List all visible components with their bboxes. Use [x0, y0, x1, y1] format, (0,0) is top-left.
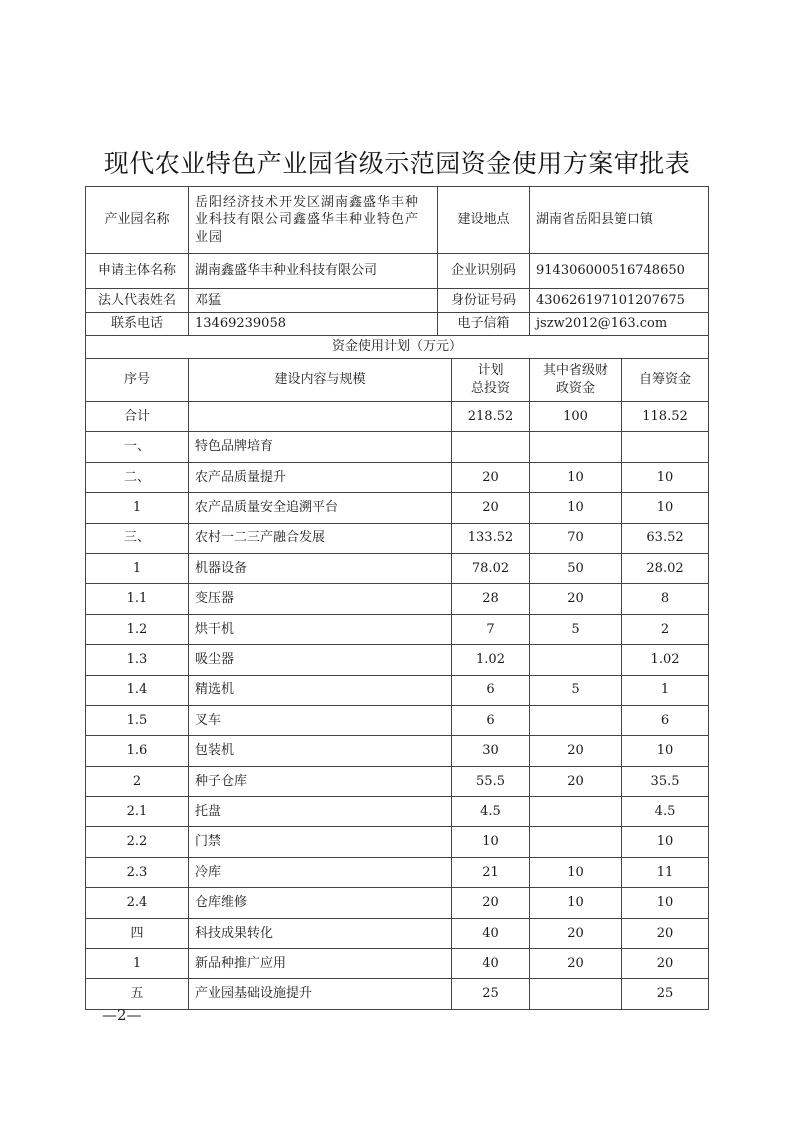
row-content: 特色品牌培育 — [189, 432, 452, 462]
row-seq: 1.1 — [86, 584, 189, 614]
header-total-line1: 计划 — [477, 363, 504, 379]
row-content: 科技成果转化 — [189, 918, 452, 948]
row-provincial: 20 — [530, 949, 622, 979]
plan-title-row — [86, 336, 709, 359]
applicant-label: 申请主体名称 — [86, 254, 189, 289]
table-row — [86, 736, 709, 766]
row-seq: 2.2 — [86, 827, 189, 857]
row-seq: 1.6 — [86, 736, 189, 766]
table-row — [86, 979, 709, 1009]
legal-rep-value: 邓猛 — [189, 289, 438, 313]
header-provincial-line1: 其中省级财 — [543, 363, 609, 379]
row-seq: 五 — [86, 979, 189, 1009]
table-row — [86, 766, 709, 796]
row-provincial — [530, 432, 622, 462]
row-content: 叉车 — [189, 705, 452, 735]
table-row — [86, 827, 709, 857]
header-self: 自筹资金 — [622, 359, 709, 402]
row-provincial: 50 — [530, 553, 622, 583]
row-self: 118.52 — [622, 402, 709, 432]
row-seq: 四 — [86, 918, 189, 948]
row-total: 55.5 — [452, 766, 530, 796]
row-content: 变压器 — [189, 584, 452, 614]
row-provincial: 10 — [530, 888, 622, 918]
row-seq: 二、 — [86, 462, 189, 492]
row-self: 10 — [622, 827, 709, 857]
row-total: 7 — [452, 614, 530, 644]
location-label: 建设地点 — [438, 187, 530, 254]
row-self: 2 — [622, 614, 709, 644]
table-row — [86, 797, 709, 827]
row-seq: 合计 — [86, 402, 189, 432]
row-self: 35.5 — [622, 766, 709, 796]
row-provincial: 20 — [530, 766, 622, 796]
applicant-value: 湖南鑫盛华丰种业科技有限公司 — [189, 254, 438, 289]
row-total: 20 — [452, 462, 530, 492]
row-provincial: 10 — [530, 493, 622, 523]
phone-label: 联系电话 — [86, 313, 189, 336]
row-content: 产业园基础设施提升 — [189, 979, 452, 1009]
row-content: 包装机 — [189, 736, 452, 766]
row-content: 农产品质量提升 — [189, 462, 452, 492]
info-row-applicant — [86, 254, 709, 289]
page-number: —2— — [102, 1006, 142, 1024]
row-content: 新品种推广应用 — [189, 949, 452, 979]
table-row — [86, 553, 709, 583]
row-self: 10 — [622, 493, 709, 523]
plan-header-row — [86, 359, 709, 402]
row-content: 仓库维修 — [189, 888, 452, 918]
row-seq: 1.3 — [86, 645, 189, 675]
header-provincial — [530, 359, 622, 402]
row-seq: 1.4 — [86, 675, 189, 705]
row-total: 218.52 — [452, 402, 530, 432]
row-content: 吸尘器 — [189, 645, 452, 675]
row-seq: 一、 — [86, 432, 189, 462]
row-content: 农村一二三产融合发展 — [189, 523, 452, 553]
header-content: 建设内容与规模 — [189, 359, 452, 402]
row-provincial: 20 — [530, 736, 622, 766]
document-title: 现代农业特色产业园省级示范园资金使用方案审批表 — [103, 149, 691, 178]
row-self: 10 — [622, 888, 709, 918]
row-content: 冷库 — [189, 857, 452, 887]
table-row — [86, 675, 709, 705]
row-content: 门禁 — [189, 827, 452, 857]
row-self: 1 — [622, 675, 709, 705]
approval-table — [85, 186, 709, 1010]
legal-rep-label: 法人代表姓名 — [86, 289, 189, 313]
phone-value: 13469239058 — [189, 313, 438, 336]
table-row — [86, 462, 709, 492]
row-seq: 1 — [86, 493, 189, 523]
row-content — [189, 402, 452, 432]
row-content: 烘干机 — [189, 614, 452, 644]
row-total: 6 — [452, 705, 530, 735]
row-content: 精选机 — [189, 675, 452, 705]
table-row — [86, 857, 709, 887]
email-value: jszw2012@163.com — [530, 313, 709, 336]
row-provincial: 5 — [530, 614, 622, 644]
row-provincial: 20 — [530, 918, 622, 948]
header-total — [452, 359, 530, 402]
info-row-legal-rep — [86, 289, 709, 313]
company-code-value: 914306000516748650 — [530, 254, 709, 289]
row-total: 28 — [452, 584, 530, 614]
row-provincial: 100 — [530, 402, 622, 432]
row-seq: 三、 — [86, 523, 189, 553]
row-total: 133.52 — [452, 523, 530, 553]
header-provincial-line2: 政资金 — [556, 381, 596, 396]
park-name-label: 产业园名称 — [86, 187, 189, 254]
row-provincial: 10 — [530, 462, 622, 492]
table-row — [86, 402, 709, 432]
row-seq: 2.4 — [86, 888, 189, 918]
info-row-park-name — [86, 187, 709, 254]
row-self: 8 — [622, 584, 709, 614]
header-seq: 序号 — [86, 359, 189, 402]
table-row — [86, 949, 709, 979]
row-self: 10 — [622, 462, 709, 492]
row-provincial: 20 — [530, 584, 622, 614]
row-self — [622, 432, 709, 462]
row-total: 20 — [452, 493, 530, 523]
row-seq: 2.3 — [86, 857, 189, 887]
row-seq: 2.1 — [86, 797, 189, 827]
row-content: 机器设备 — [189, 553, 452, 583]
table-row — [86, 523, 709, 553]
park-name-value: 岳阳经济技术开发区湖南鑫盛华丰种业科技有限公司鑫盛华丰种业特色产业园 — [189, 187, 438, 254]
row-self: 4.5 — [622, 797, 709, 827]
row-seq: 1 — [86, 949, 189, 979]
row-provincial — [530, 705, 622, 735]
row-total: 40 — [452, 949, 530, 979]
row-self: 20 — [622, 949, 709, 979]
row-provincial — [530, 645, 622, 675]
row-provincial — [530, 797, 622, 827]
row-total: 30 — [452, 736, 530, 766]
row-seq: 1 — [86, 553, 189, 583]
row-total: 10 — [452, 827, 530, 857]
row-self: 20 — [622, 918, 709, 948]
row-self: 6 — [622, 705, 709, 735]
row-total: 78.02 — [452, 553, 530, 583]
row-total: 20 — [452, 888, 530, 918]
row-total: 6 — [452, 675, 530, 705]
row-self: 11 — [622, 857, 709, 887]
table-row — [86, 584, 709, 614]
table-row — [86, 705, 709, 735]
row-self: 1.02 — [622, 645, 709, 675]
row-content: 农产品质量安全追溯平台 — [189, 493, 452, 523]
table-row — [86, 614, 709, 644]
row-total: 25 — [452, 979, 530, 1009]
row-seq: 1.5 — [86, 705, 189, 735]
row-provincial — [530, 827, 622, 857]
row-self: 28.02 — [622, 553, 709, 583]
row-seq: 1.2 — [86, 614, 189, 644]
header-total-line2: 总投资 — [471, 381, 511, 396]
plan-title: 资金使用计划（万元） — [86, 336, 709, 359]
row-provincial: 70 — [530, 523, 622, 553]
row-self: 63.52 — [622, 523, 709, 553]
location-value: 湖南省岳阳县筻口镇 — [530, 187, 709, 254]
row-seq: 2 — [86, 766, 189, 796]
company-code-label: 企业识别码 — [438, 254, 530, 289]
row-total — [452, 432, 530, 462]
row-total: 40 — [452, 918, 530, 948]
row-provincial — [530, 979, 622, 1009]
email-label: 电子信箱 — [438, 313, 530, 336]
table-row — [86, 888, 709, 918]
row-total: 21 — [452, 857, 530, 887]
row-provincial: 10 — [530, 857, 622, 887]
row-content: 种子仓库 — [189, 766, 452, 796]
row-self: 25 — [622, 979, 709, 1009]
table-row — [86, 493, 709, 523]
row-self: 10 — [622, 736, 709, 766]
table-row — [86, 432, 709, 462]
info-row-contact — [86, 313, 709, 336]
row-content: 托盘 — [189, 797, 452, 827]
row-total: 1.02 — [452, 645, 530, 675]
row-provincial: 5 — [530, 675, 622, 705]
id-label: 身份证号码 — [438, 289, 530, 313]
row-total: 4.5 — [452, 797, 530, 827]
table-row — [86, 645, 709, 675]
table-row — [86, 918, 709, 948]
id-value: 430626197101207675 — [530, 289, 709, 313]
